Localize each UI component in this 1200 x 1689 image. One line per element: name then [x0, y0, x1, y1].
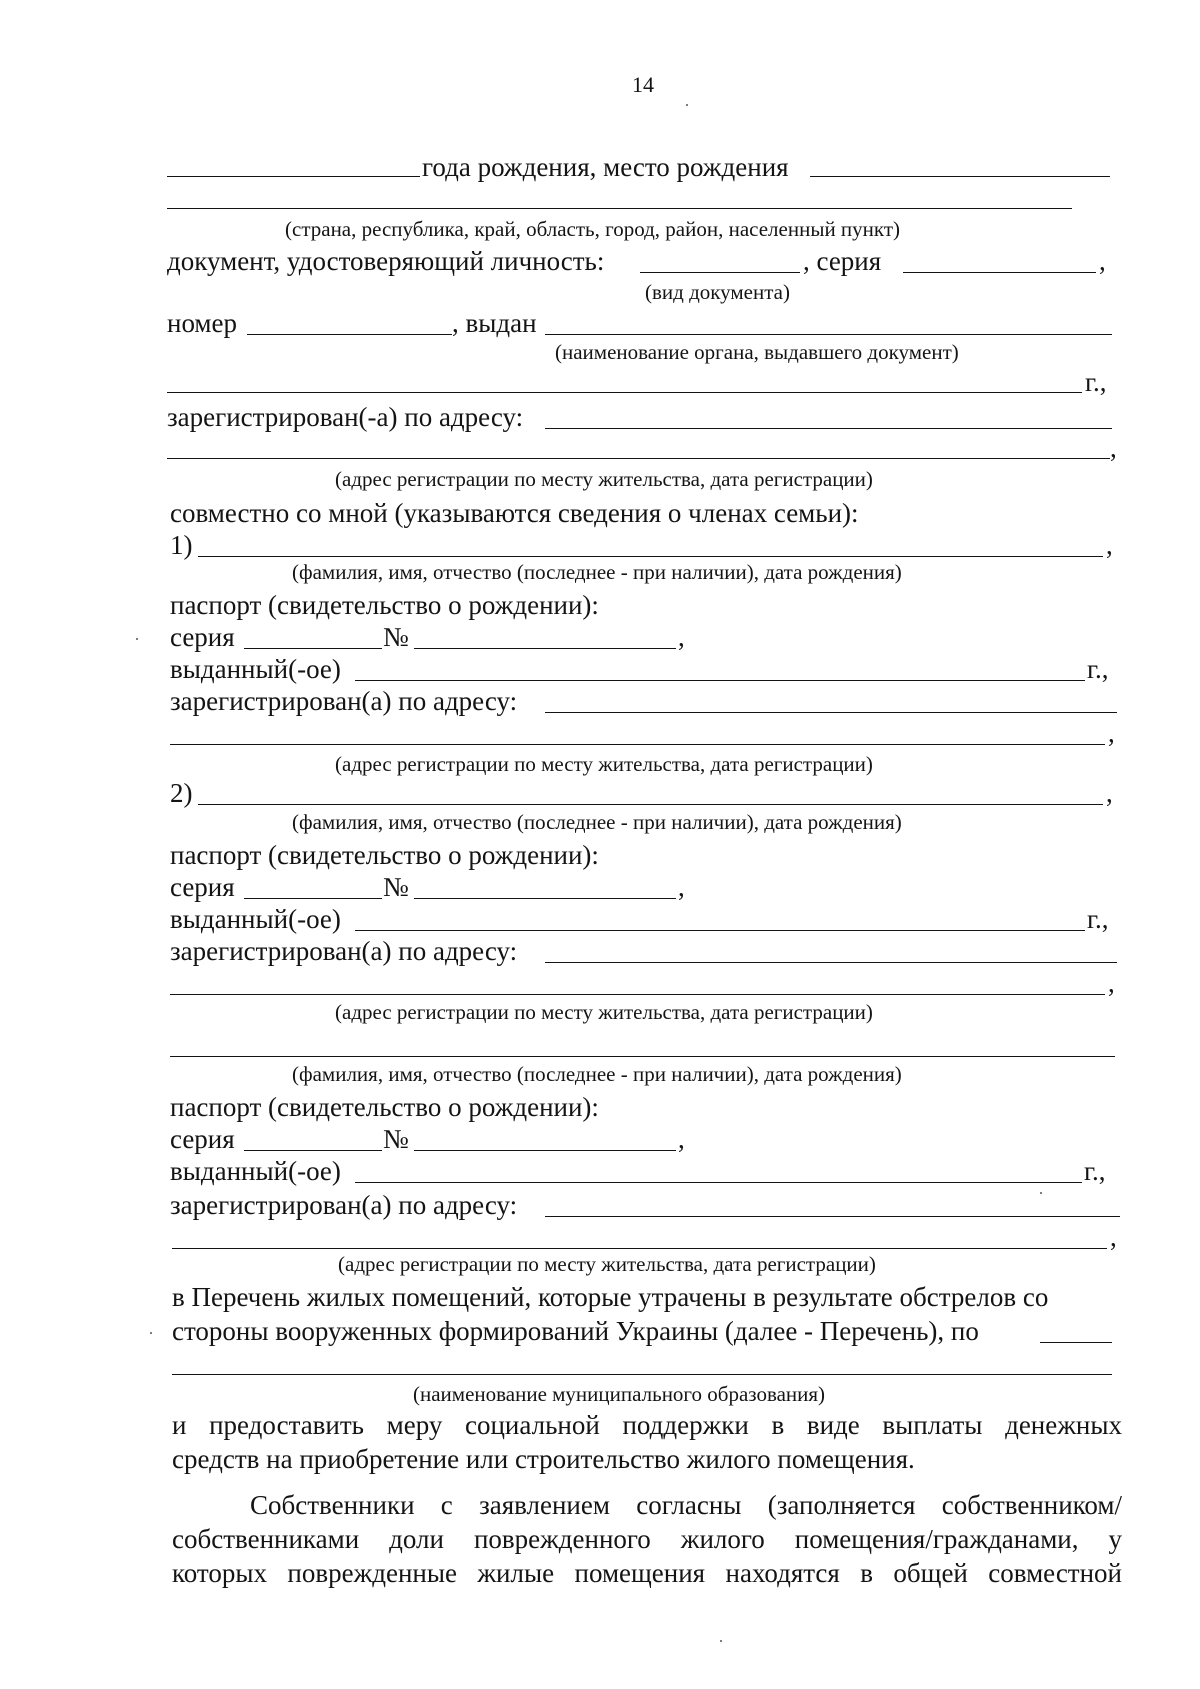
doc-type-line[interactable]: [640, 272, 800, 273]
member-1-series-line[interactable]: [244, 648, 382, 649]
address-line[interactable]: [545, 428, 1112, 429]
member-2-address-comma: ,: [1108, 968, 1115, 998]
scan-speck: [1040, 1192, 1042, 1194]
member-1-year: г.,: [1087, 654, 1109, 684]
birth-place-caption: (страна, республика, край, область, город, район, населенный пункт): [285, 217, 901, 241]
member-3-year: г.,: [1084, 1156, 1106, 1186]
owners-line-3: которых поврежденные жилые помещения находятся в общей совместной: [172, 1558, 1122, 1588]
member-3-issued-line[interactable]: [355, 1182, 1082, 1183]
member-2-name-line[interactable]: [198, 804, 1103, 805]
member-1-address-line-2[interactable]: [170, 744, 1105, 745]
member-3-number-sign: №: [383, 1124, 409, 1154]
municipality-line-start[interactable]: [1040, 1342, 1112, 1343]
municipal-caption: (наименование муниципального образования): [413, 1382, 826, 1406]
birth-place-line-2[interactable]: [167, 208, 1072, 209]
member-3-series-label: серия: [170, 1124, 235, 1154]
series-label: , серия: [803, 246, 882, 276]
member-2-series-label: серия: [170, 872, 235, 902]
issuer-caption: (наименование органа, выдавшего документ): [555, 340, 959, 364]
member-3-name-line[interactable]: [170, 1056, 1115, 1057]
member-1-address-comma: ,: [1108, 718, 1115, 748]
member-3-issued-label: выданный(-ое): [170, 1156, 341, 1186]
member-2-number-comma: ,: [678, 872, 685, 902]
birth-label: года рождения, место рождения: [422, 152, 789, 182]
doc-type-caption: (вид документа): [645, 280, 790, 304]
list-text-line-2: стороны вооруженных формирований Украины (далее - Перечень), по: [172, 1316, 979, 1346]
member-3-address-comma: ,: [1110, 1222, 1117, 1252]
family-intro: совместно со мной (указываются сведения о членах семьи):: [170, 498, 859, 528]
scan-speck: [136, 638, 138, 640]
issuer-line[interactable]: [545, 334, 1112, 335]
member-1-number-comma: ,: [678, 622, 685, 652]
member-1-reg-caption: (адрес регистрации по месту жительства, дата регистрации): [335, 752, 873, 776]
owners-line-2: собственниками доли поврежденного жилого помещения/гражданами, у: [172, 1524, 1122, 1554]
page-number: 14: [632, 72, 654, 97]
member-3-name-caption: (фамилия, имя, отчество (последнее - при наличии), дата рождения): [292, 1062, 902, 1086]
member-1-number-line[interactable]: [414, 648, 676, 649]
member-3-number-line[interactable]: [414, 1150, 676, 1151]
member-1-passport: паспорт (свидетельство о рождении):: [170, 590, 599, 620]
member-1-number-sign: №: [383, 622, 409, 652]
member-2-address-line-2[interactable]: [170, 994, 1105, 995]
member-1-series-label: серия: [170, 622, 235, 652]
member-3-registered: зарегистрирован(а) по адресу:: [170, 1190, 518, 1220]
member-2-reg-caption: (адрес регистрации по месту жительства, дата регистрации): [335, 1000, 873, 1024]
number-line[interactable]: [247, 334, 452, 335]
registered-label: зарегистрирован(-а) по адресу:: [167, 402, 524, 432]
member-3-reg-caption: (адрес регистрации по месту жительства, дата регистрации): [338, 1252, 876, 1276]
member-2-registered: зарегистрирован(а) по адресу:: [170, 936, 518, 966]
member-1-index: 1): [170, 530, 193, 560]
member-2-address-line[interactable]: [545, 962, 1117, 963]
member-1-name-caption: (фамилия, имя, отчество (последнее - при наличии), дата рождения): [292, 560, 902, 584]
support-line-1: и предоставить меру социальной поддержки в виде выплаты денежных: [172, 1410, 1122, 1440]
id-doc-label: документ, удостоверяющий личность:: [167, 246, 605, 276]
number-label: номер: [167, 308, 238, 338]
member-1-issued-label: выданный(-ое): [170, 654, 341, 684]
series-comma: ,: [1099, 246, 1106, 276]
member-1-address-line[interactable]: [545, 712, 1117, 713]
municipality-line[interactable]: [172, 1374, 1112, 1375]
member-1-registered: зарегистрирован(а) по адресу:: [170, 686, 518, 716]
birth-place-line[interactable]: [810, 176, 1110, 177]
scan-speck: [150, 1332, 152, 1334]
member-2-name-caption: (фамилия, имя, отчество (последнее - при наличии), дата рождения): [292, 810, 902, 834]
address-comma: ,: [1110, 433, 1117, 463]
member-2-index: 2): [170, 778, 193, 808]
member-2-passport: паспорт (свидетельство о рождении):: [170, 840, 599, 870]
reg-caption: (адрес регистрации по месту жительства, дата регистрации): [335, 467, 873, 491]
member-1-name-line[interactable]: [198, 556, 1103, 557]
member-3-passport: паспорт (свидетельство о рождении):: [170, 1092, 599, 1122]
year-suffix: г.,: [1085, 367, 1107, 397]
member-1-comma: ,: [1106, 530, 1113, 560]
member-2-comma: ,: [1106, 778, 1113, 808]
member-2-year: г.,: [1087, 904, 1109, 934]
member-2-issued-line[interactable]: [355, 930, 1085, 931]
member-3-number-comma: ,: [678, 1124, 685, 1154]
member-2-number-line[interactable]: [414, 898, 676, 899]
member-2-issued-label: выданный(-ое): [170, 904, 341, 934]
member-1-issued-line[interactable]: [355, 680, 1085, 681]
member-3-series-line[interactable]: [244, 1150, 382, 1151]
issued-label: , выдан: [452, 308, 537, 338]
issue-date-line[interactable]: [167, 392, 1082, 393]
member-3-address-line-2[interactable]: [172, 1248, 1107, 1249]
scan-speck: [720, 1640, 722, 1642]
support-line-2: средств на приобретение или строительство жилого помещения.: [172, 1444, 915, 1474]
birth-date-line[interactable]: [167, 176, 420, 177]
series-line[interactable]: [903, 272, 1096, 273]
list-text-line-1: в Перечень жилых помещений, которые утрачены в результате обстрелов со: [172, 1282, 1049, 1312]
member-3-address-line[interactable]: [545, 1216, 1120, 1217]
scan-speck: [686, 104, 688, 106]
member-2-series-line[interactable]: [244, 898, 382, 899]
owners-line-1: Собственники с заявлением согласны (заполняется собственником/: [250, 1490, 1122, 1520]
member-2-number-sign: №: [383, 872, 409, 902]
address-line-2[interactable]: [167, 458, 1110, 459]
